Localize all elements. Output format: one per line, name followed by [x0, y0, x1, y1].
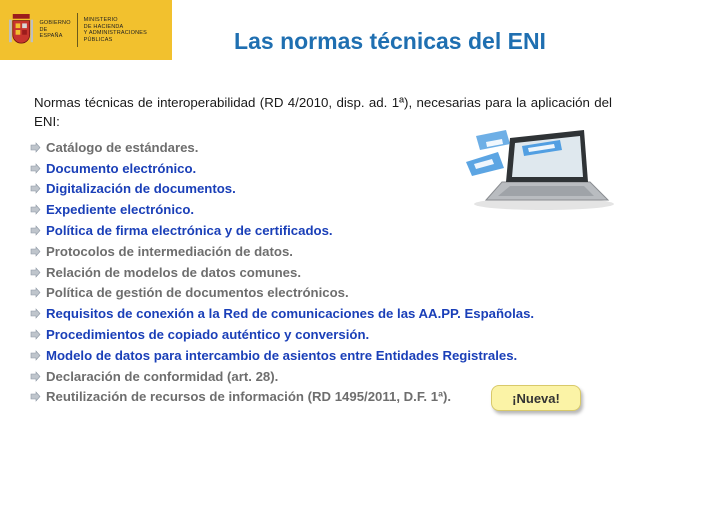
- gov-line-2: DE ESPAÑA: [39, 26, 63, 40]
- ministry-line-1: MINISTERIO: [83, 17, 118, 23]
- list-item: [30, 179, 630, 200]
- list-item: [30, 158, 630, 179]
- list-item-label: Relación de modelos de datos comunes.: [46, 264, 302, 280]
- bullet-arrow-icon: [30, 287, 41, 298]
- list-item: [30, 345, 630, 366]
- government-header-logo: [0, 0, 172, 60]
- norms-list: [30, 137, 630, 407]
- list-item: [30, 262, 630, 283]
- government-label: [39, 20, 70, 40]
- list-item-label: Catálogo de estándares.: [46, 139, 199, 155]
- bullet-arrow-icon: [30, 142, 41, 153]
- list-item-label: Procedimientos de copiado auténtico y conversión.: [46, 327, 370, 343]
- bullet-arrow-icon: [30, 246, 41, 257]
- ministry-line-2: DE HACIENDA: [83, 23, 124, 30]
- list-item-label: Documento electrónico.: [46, 160, 197, 176]
- list-item: [30, 220, 630, 241]
- list-item-label: Modelo de datos para intercambio de asientos entre Entidades Registrales.: [46, 347, 518, 363]
- list-item-label: Expediente electrónico.: [46, 202, 195, 218]
- header-divider: [77, 13, 78, 47]
- bullet-arrow-icon: [30, 391, 41, 402]
- intro-text: Normas técnicas de interoperabilidad (RD 4/2010, disp. ad. 1ª), necesarias para la aplicación del ENI:: [34, 95, 612, 129]
- bullet-arrow-icon: [30, 371, 41, 382]
- list-item: [30, 324, 630, 345]
- gov-line-1: GOBIERNO: [39, 20, 71, 27]
- list-item-label: Reutilización de recursos de información (RD 1495/2011, D.F. 1ª).: [46, 389, 452, 405]
- bullet-arrow-icon: [30, 204, 41, 215]
- list-item: [30, 366, 630, 387]
- list-item: [30, 137, 630, 158]
- list-item: [30, 241, 630, 262]
- bullet-arrow-icon: [30, 267, 41, 278]
- bullet-arrow-icon: [30, 308, 41, 319]
- list-item-label: Requisitos de conexión a la Red de comunicaciones de las AA.PP. Españolas.: [46, 306, 535, 322]
- list-item: [30, 199, 630, 220]
- list-item-label: Política de firma electrónica y de certificados.: [46, 223, 333, 239]
- coat-of-arms-icon: [9, 11, 33, 49]
- list-item-label: Protocolos de intermediación de datos.: [46, 243, 293, 259]
- bullet-arrow-icon: [30, 350, 41, 361]
- bullet-arrow-icon: [30, 225, 41, 236]
- list-item: [30, 283, 630, 304]
- list-item-label: Digitalización de documentos.: [46, 181, 236, 197]
- bullet-arrow-icon: [30, 163, 41, 174]
- list-item-label: Declaración de conformidad (art. 28).: [46, 368, 279, 384]
- new-badge: ¡Nueva!: [491, 385, 581, 411]
- bullet-arrow-icon: [30, 329, 41, 340]
- list-item-label: Política de gestión de documentos electrónicos.: [46, 285, 349, 301]
- ministry-label: [84, 17, 172, 43]
- bullet-arrow-icon: [30, 183, 41, 194]
- list-item: [30, 303, 630, 324]
- slide-title: Las normas técnicas del ENI: [234, 28, 546, 54]
- ministry-line-3: Y ADMINISTRACIONES PÚBLICAS: [83, 30, 148, 43]
